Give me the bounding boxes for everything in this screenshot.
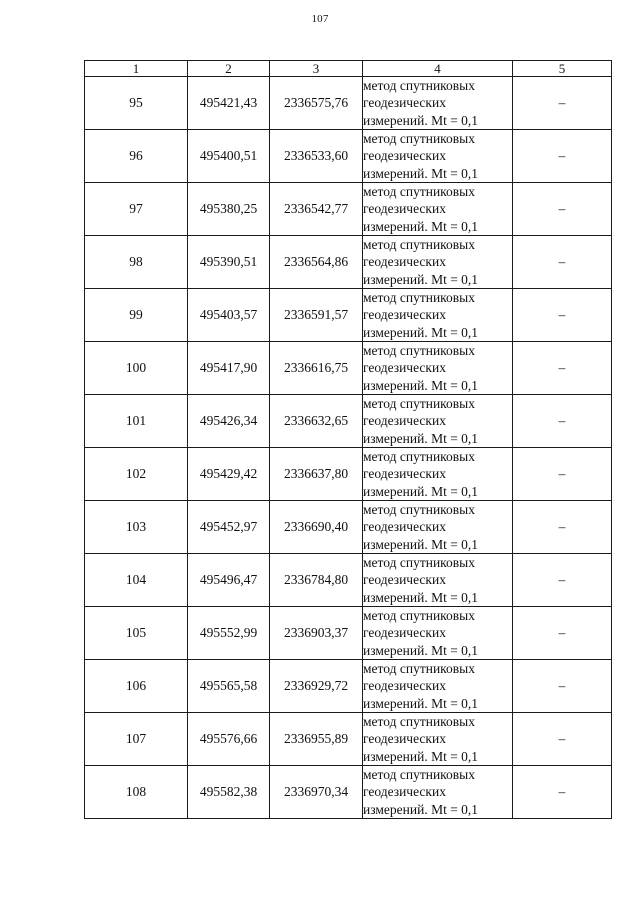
table-row bbox=[85, 554, 612, 607]
point-number-cell: 106 bbox=[85, 660, 188, 713]
method-cell bbox=[363, 501, 513, 554]
header-col-3: 3 bbox=[270, 61, 363, 77]
table-row bbox=[85, 395, 612, 448]
method-text-line: геодезических bbox=[363, 731, 446, 747]
method-cell bbox=[363, 660, 513, 713]
y-coordinate-cell: 2336637,80 bbox=[270, 448, 363, 501]
method-text-line: геодезических bbox=[363, 519, 446, 535]
x-coordinate-cell: 495417,90 bbox=[188, 342, 270, 395]
x-coordinate-cell: 495400,51 bbox=[188, 130, 270, 183]
point-number-cell: 103 bbox=[85, 501, 188, 554]
method-text-line: метод спутниковых bbox=[363, 290, 475, 306]
x-coordinate-cell: 495426,34 bbox=[188, 395, 270, 448]
table-row bbox=[85, 713, 612, 766]
y-coordinate-cell: 2336690,40 bbox=[270, 501, 363, 554]
method-text-line: измерений. Mt = 0,1 bbox=[363, 748, 479, 764]
method-text-line: метод спутниковых bbox=[363, 131, 475, 147]
note-cell: – bbox=[513, 395, 612, 448]
table-row bbox=[85, 77, 612, 130]
x-coordinate-cell: 495552,99 bbox=[188, 607, 270, 660]
method-cell bbox=[363, 236, 513, 289]
method-cell bbox=[363, 713, 513, 766]
header-col-2: 2 bbox=[188, 61, 270, 77]
y-coordinate-cell: 2336616,75 bbox=[270, 342, 363, 395]
note-cell: – bbox=[513, 713, 612, 766]
method-text-line: метод спутниковых bbox=[363, 767, 475, 783]
method-text-line: измерений. Mt = 0,1 bbox=[363, 589, 479, 605]
method-text-line: геодезических bbox=[363, 466, 446, 482]
method-cell bbox=[363, 183, 513, 236]
point-number-cell: 108 bbox=[85, 766, 188, 819]
note-cell: – bbox=[513, 660, 612, 713]
method-text-line: измерений. Mt = 0,1 bbox=[363, 695, 479, 711]
table-row bbox=[85, 607, 612, 660]
method-text-line: геодезических bbox=[363, 254, 446, 270]
method-text-line: измерений. Mt = 0,1 bbox=[363, 218, 479, 234]
point-number-cell: 100 bbox=[85, 342, 188, 395]
x-coordinate-cell: 495582,38 bbox=[188, 766, 270, 819]
coordinates-table bbox=[84, 60, 612, 819]
y-coordinate-cell: 2336564,86 bbox=[270, 236, 363, 289]
method-text-line: геодезических bbox=[363, 678, 446, 694]
point-number-cell: 97 bbox=[85, 183, 188, 236]
note-cell: – bbox=[513, 183, 612, 236]
y-coordinate-cell: 2336575,76 bbox=[270, 77, 363, 130]
point-number-cell: 98 bbox=[85, 236, 188, 289]
table-row bbox=[85, 660, 612, 713]
x-coordinate-cell: 495565,58 bbox=[188, 660, 270, 713]
point-number-cell: 95 bbox=[85, 77, 188, 130]
note-cell: – bbox=[513, 501, 612, 554]
method-cell bbox=[363, 289, 513, 342]
method-text-line: метод спутниковых bbox=[363, 343, 475, 359]
method-cell bbox=[363, 342, 513, 395]
point-number-cell: 104 bbox=[85, 554, 188, 607]
method-text-line: измерений. Mt = 0,1 bbox=[363, 430, 479, 446]
method-text-line: измерений. Mt = 0,1 bbox=[363, 271, 479, 287]
method-text-line: геодезических bbox=[363, 625, 446, 641]
method-text-line: метод спутниковых bbox=[363, 78, 475, 94]
method-text-line: измерений. Mt = 0,1 bbox=[363, 483, 479, 499]
method-text-line: геодезических bbox=[363, 148, 446, 164]
method-text-line: метод спутниковых bbox=[363, 714, 475, 730]
method-text-line: метод спутниковых bbox=[363, 237, 475, 253]
method-text-line: измерений. Mt = 0,1 bbox=[363, 642, 479, 658]
method-cell bbox=[363, 395, 513, 448]
method-text-line: измерений. Mt = 0,1 bbox=[363, 536, 479, 552]
point-number-cell: 102 bbox=[85, 448, 188, 501]
method-text-line: измерений. Mt = 0,1 bbox=[363, 165, 479, 181]
method-cell bbox=[363, 77, 513, 130]
method-text-line: измерений. Mt = 0,1 bbox=[363, 801, 479, 817]
method-cell bbox=[363, 607, 513, 660]
point-number-cell: 107 bbox=[85, 713, 188, 766]
x-coordinate-cell: 495452,97 bbox=[188, 501, 270, 554]
page-number: 107 bbox=[311, 13, 329, 25]
method-text-line: метод спутниковых bbox=[363, 555, 475, 571]
point-number-cell: 96 bbox=[85, 130, 188, 183]
table-row bbox=[85, 448, 612, 501]
point-number-cell: 105 bbox=[85, 607, 188, 660]
y-coordinate-cell: 2336903,37 bbox=[270, 607, 363, 660]
note-cell: – bbox=[513, 289, 612, 342]
method-text-line: геодезических bbox=[363, 413, 446, 429]
method-cell bbox=[363, 448, 513, 501]
method-cell bbox=[363, 554, 513, 607]
method-text-line: метод спутниковых bbox=[363, 608, 475, 624]
method-text-line: геодезических bbox=[363, 201, 446, 217]
header-col-5: 5 bbox=[513, 61, 612, 77]
header-col-1: 1 bbox=[85, 61, 188, 77]
note-cell: – bbox=[513, 448, 612, 501]
y-coordinate-cell: 2336784,80 bbox=[270, 554, 363, 607]
header-row bbox=[85, 61, 612, 77]
x-coordinate-cell: 495380,25 bbox=[188, 183, 270, 236]
method-text-line: измерений. Mt = 0,1 bbox=[363, 324, 479, 340]
x-coordinate-cell: 495429,42 bbox=[188, 448, 270, 501]
table-row bbox=[85, 766, 612, 819]
note-cell: – bbox=[513, 607, 612, 660]
point-number-cell: 101 bbox=[85, 395, 188, 448]
y-coordinate-cell: 2336533,60 bbox=[270, 130, 363, 183]
method-text-line: метод спутниковых bbox=[363, 396, 475, 412]
x-coordinate-cell: 495496,47 bbox=[188, 554, 270, 607]
note-cell: – bbox=[513, 554, 612, 607]
method-text-line: измерений. Mt = 0,1 bbox=[363, 377, 479, 393]
note-cell: – bbox=[513, 130, 612, 183]
x-coordinate-cell: 495421,43 bbox=[188, 77, 270, 130]
y-coordinate-cell: 2336632,65 bbox=[270, 395, 363, 448]
y-coordinate-cell: 2336970,34 bbox=[270, 766, 363, 819]
header-col-4: 4 bbox=[363, 61, 513, 77]
y-coordinate-cell: 2336542,77 bbox=[270, 183, 363, 236]
method-text-line: измерений. Mt = 0,1 bbox=[363, 112, 479, 128]
method-text-line: геодезических bbox=[363, 307, 446, 323]
method-text-line: геодезических bbox=[363, 95, 446, 111]
x-coordinate-cell: 495390,51 bbox=[188, 236, 270, 289]
method-text-line: метод спутниковых bbox=[363, 449, 475, 465]
note-cell: – bbox=[513, 77, 612, 130]
table-row bbox=[85, 289, 612, 342]
method-text-line: геодезических bbox=[363, 784, 446, 800]
table-row bbox=[85, 501, 612, 554]
method-cell bbox=[363, 130, 513, 183]
x-coordinate-cell: 495576,66 bbox=[188, 713, 270, 766]
method-cell bbox=[363, 766, 513, 819]
method-text-line: метод спутниковых bbox=[363, 661, 475, 677]
table-row bbox=[85, 342, 612, 395]
note-cell: – bbox=[513, 766, 612, 819]
table-row bbox=[85, 236, 612, 289]
table-row bbox=[85, 130, 612, 183]
y-coordinate-cell: 2336955,89 bbox=[270, 713, 363, 766]
method-text-line: геодезических bbox=[363, 572, 446, 588]
note-cell: – bbox=[513, 236, 612, 289]
table-body bbox=[85, 77, 612, 819]
point-number-cell: 99 bbox=[85, 289, 188, 342]
note-cell: – bbox=[513, 342, 612, 395]
method-text-line: метод спутниковых bbox=[363, 502, 475, 518]
table-row bbox=[85, 183, 612, 236]
method-text-line: геодезических bbox=[363, 360, 446, 376]
x-coordinate-cell: 495403,57 bbox=[188, 289, 270, 342]
method-text-line: метод спутниковых bbox=[363, 184, 475, 200]
y-coordinate-cell: 2336591,57 bbox=[270, 289, 363, 342]
y-coordinate-cell: 2336929,72 bbox=[270, 660, 363, 713]
table-header bbox=[85, 61, 612, 77]
